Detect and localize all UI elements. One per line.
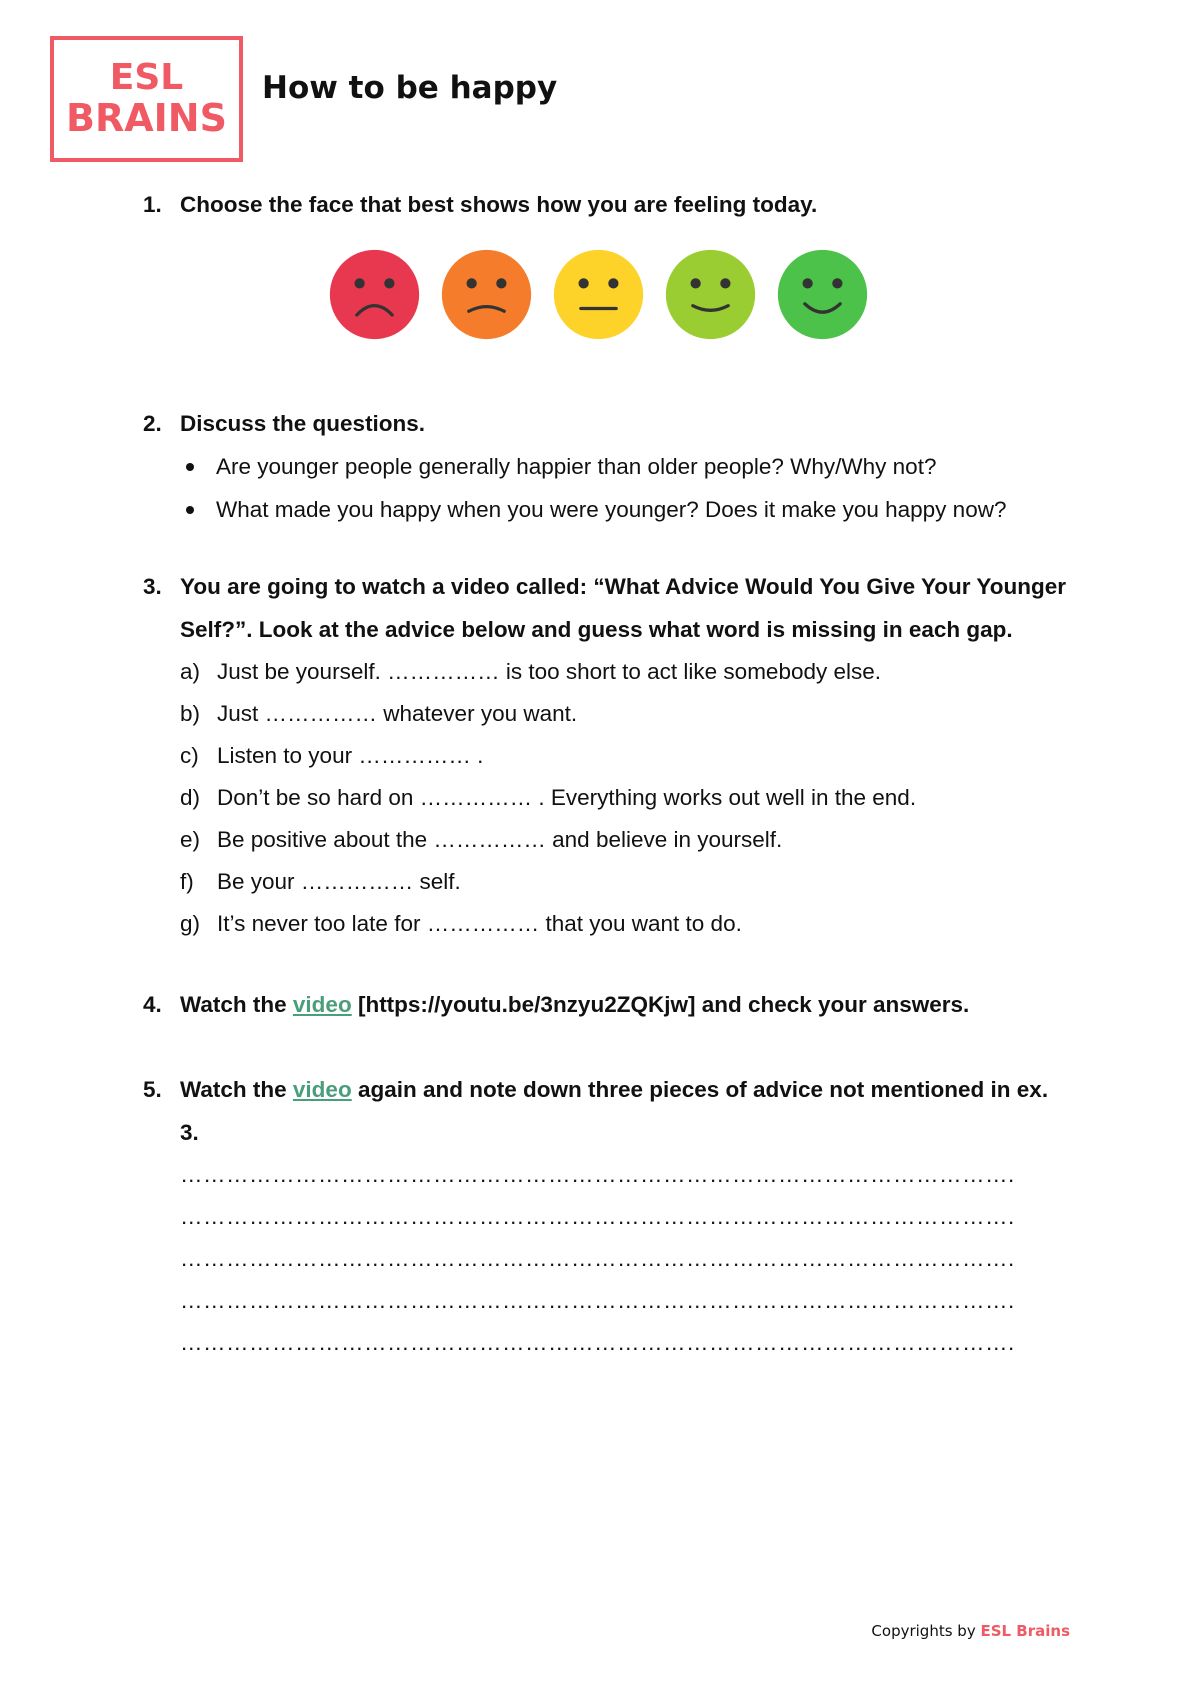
answer-lines [143,1154,1073,1364]
esl-brains-logo [50,36,243,162]
left-eye [802,278,812,288]
gap-item [180,777,1073,819]
question-5 [143,1068,1073,1154]
question-text-pre: Watch the [180,992,293,1017]
gap-item [180,735,1073,777]
gap-text: Be your …………… self. [217,869,461,894]
question-number: 3. [143,574,162,599]
gap-text: Be positive about the …………… and believe in yourself. [217,827,783,852]
question-text [180,1068,1073,1154]
gap-text: Don’t be so hard on …………… . Everything works out well in the end. [217,785,917,810]
gap-item [180,693,1073,735]
question-text: Choose the face that best shows how you are feeling today. [180,192,818,217]
left-eye [466,278,476,288]
answer-line[interactable]: ………………………………………………………………………………………………. [180,1204,1015,1229]
content-face-icon[interactable] [664,248,757,341]
question-number: 1. [143,192,162,217]
question-2 [143,402,1073,445]
gap-letter: d) [180,785,201,810]
gap-item [180,819,1073,861]
answer-line[interactable]: ………………………………………………………………………………………………. [180,1330,1015,1355]
question-text-pre: Watch the [180,1077,293,1102]
neutral-face-icon[interactable] [552,248,645,341]
face-background [777,250,866,339]
unhappy-face-icon[interactable] [440,248,533,341]
gap-letter: c) [180,743,199,768]
question-text-post: [https://youtu.be/3nzyu2ZQKjw] and check your answers. [351,992,970,1017]
gap-item [180,861,1073,903]
worksheet-content [143,183,1073,1364]
copyright-brand: ESL Brains [980,1622,1070,1640]
copyright-prefix: Copyrights by [871,1622,981,1640]
mood-faces [123,248,1073,344]
face-background [553,250,642,339]
question-1 [143,183,1073,226]
gap-text: It’s never too late for …………… that you want to do. [217,911,742,936]
logo-line-1: ESL [109,57,184,99]
question-text: You are going to watch a video called: “What Advice Would You Give Your Younger Self?”. Look at the advice below and guess what word is missing in each gap. [180,574,1066,642]
list-item-text: What made you happy when you were younger? Does it make you happy now? [216,497,1007,522]
list-item [180,488,1073,531]
question-text-post: again and note down three pieces of advice not mentioned in ex. 3. [180,1077,1049,1145]
right-eye [608,278,618,288]
right-eye [720,278,730,288]
video-link[interactable]: video [292,1077,352,1102]
logo-line-2: BRAINS [66,95,227,140]
left-eye [690,278,700,288]
right-eye [832,278,842,288]
question-3 [143,565,1073,651]
page-title: How to be happy [262,70,558,106]
question-text [180,983,1073,1026]
question-text: Discuss the questions. [180,411,426,436]
question-number: 2. [143,411,162,436]
gap-letter: f) [180,869,194,894]
bullet-icon [186,506,194,514]
left-eye [578,278,588,288]
face-background [441,250,530,339]
gap-letter: e) [180,827,201,852]
gap-item [180,903,1073,945]
gap-text: Just be yourself. …………… is too short to act like somebody else. [217,659,882,684]
gap-fill-list [143,651,1073,945]
right-eye [384,278,394,288]
question-4 [143,983,1073,1026]
list-item [180,445,1073,488]
answer-line[interactable]: ………………………………………………………………………………………………. [180,1246,1015,1271]
question-number: 4. [143,992,162,1017]
discussion-list [143,445,1073,531]
gap-text: Listen to your …………… . [217,743,484,768]
gap-text: Just …………… whatever you want. [217,701,578,726]
gap-letter: b) [180,701,201,726]
face-background [665,250,754,339]
question-number: 5. [143,1077,162,1102]
face-background [329,250,418,339]
sad-face-icon[interactable] [328,248,421,341]
bullet-icon [186,463,194,471]
gap-item [180,651,1073,693]
happy-face-icon[interactable] [776,248,869,341]
list-item-text: Are younger people generally happier than older people? Why/Why not? [216,454,937,479]
gap-letter: g) [180,911,201,936]
copyright-footer [0,1622,1070,1640]
answer-line[interactable]: ………………………………………………………………………………………………. [180,1162,1015,1187]
left-eye [354,278,364,288]
right-eye [496,278,506,288]
gap-letter: a) [180,659,201,684]
answer-line[interactable]: ………………………………………………………………………………………………. [180,1288,1015,1313]
video-link[interactable]: video [292,992,352,1017]
